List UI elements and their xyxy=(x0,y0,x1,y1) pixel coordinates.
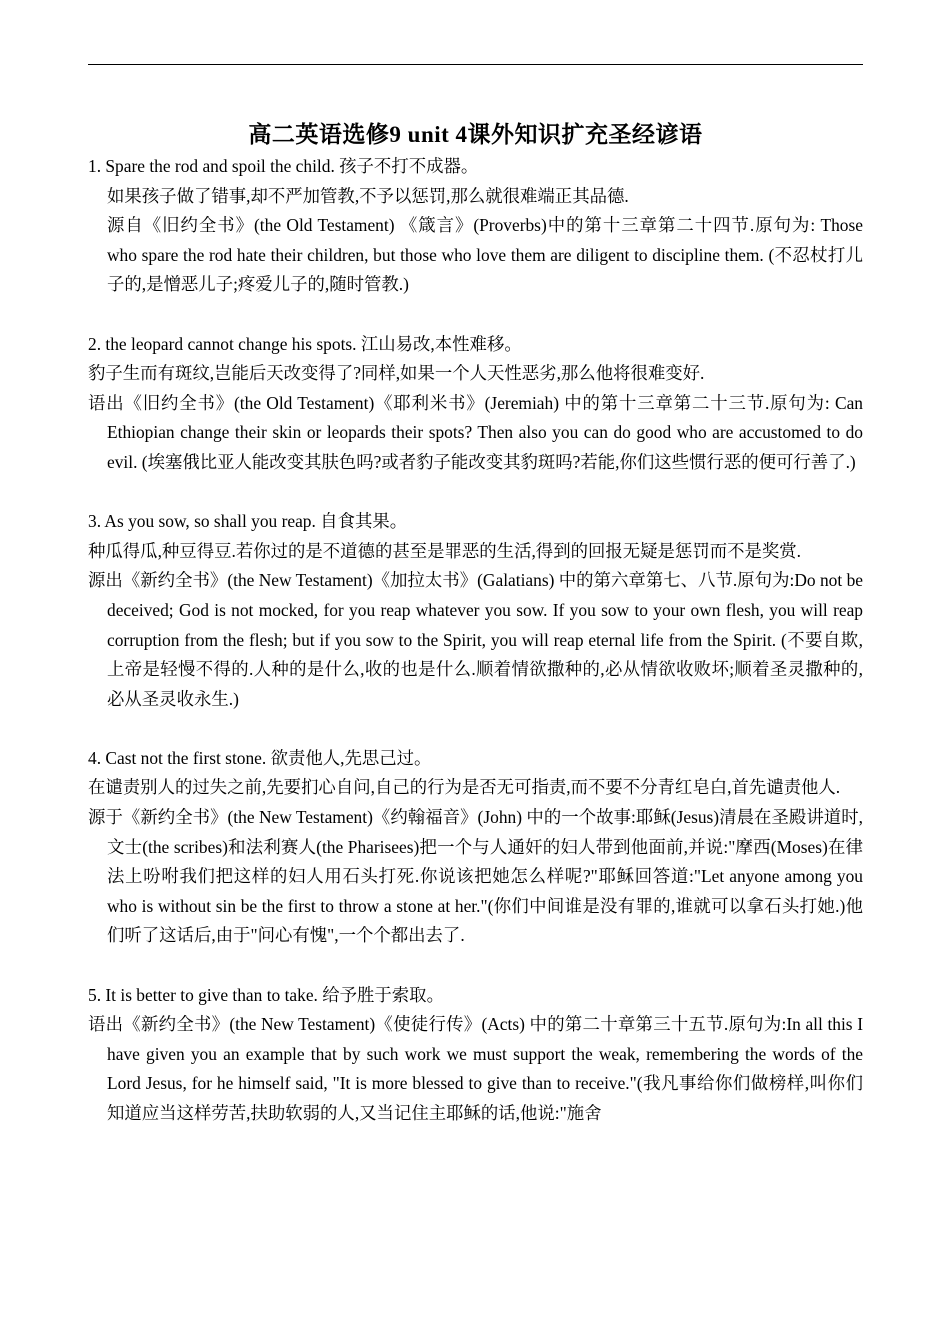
proverb-entry-3 xyxy=(88,507,863,714)
proverb-explanation: 豹子生而有斑纹,岂能后天改变得了?同样,如果一个人天性恶劣,那么他将很难变好. xyxy=(88,363,705,384)
document-title: 高二英语选修9 unit 4课外知识扩充圣经谚语 xyxy=(248,122,703,147)
header-rule xyxy=(88,64,863,65)
proverb-explanation: 在谴责别人的过失之前,先要扪心自问,自己的行为是否无可指责,而不要不分青红皂白,首先谴责他人. xyxy=(88,777,841,798)
proverb-entry-2 xyxy=(88,330,863,478)
proverb-entry-1 xyxy=(88,152,863,300)
proverb-entry-4 xyxy=(88,744,863,951)
proverb-explanation: 种瓜得瓜,种豆得豆.若你过的是不道德的甚至是罪恶的生活,得到的回报无疑是惩罚而不是奖赏. xyxy=(88,540,802,561)
proverb-heading: 1. Spare the rod and spoil the child. 孩子不打不成器。 xyxy=(88,156,479,176)
proverb-source: 源自《旧约全书》(the Old Testament) 《箴言》(Proverbs)中的第十三章第二十四节.原句为: Those who spare the rod hate their children, but those who love them are diligent to discipline them. (不忍杖打儿子的,是憎恶儿子;疼爱儿子的,随时管教.) xyxy=(107,215,863,295)
proverb-heading: 5. It is better to give than to take. 给予胜于索取。 xyxy=(88,984,444,1005)
proverb-source: 源于《新约全书》(the New Testament)《约翰福音》(John) 中的一个故事:耶稣(Jesus)清晨在圣殿讲道时,文士(the scribes)和法利赛人(the Pharisees)把一个与人通奸的妇人带到他面前,并说:"摩西(Moses)在律法上吩咐我们把这样的妇人用石头打死.你说该把她怎么样呢?"耶稣回答道:"Let anyone among you who is without sin be the first to throw a stone at her."(你们中间谁是没有罪的,谁就可以拿石头打她.)他们听了这话后,由于"问心有愧",一个个都出去了. xyxy=(88,807,863,946)
proverb-heading: 2. the leopard cannot change his spots. 江山易改,本性难移。 xyxy=(88,333,522,354)
proverb-source: 语出《旧约全书》(the Old Testament)《耶利米书》(Jeremiah) 中的第十三章第二十三节.原句为: Can Ethiopian change their skin or leopards their spots? Then also you can do good who are accustomed to do evil. (埃塞俄比亚人能改变其肤色吗?或者豹子能改变其豹斑吗?若能,你们这些惯行恶的便可行善了.) xyxy=(88,392,863,472)
proverb-source: 源出《新约全书》(the New Testament)《加拉太书》(Galatians) 中的第六章第七、八节.原句为:Do not be deceived; God is not mocked, for you reap whatever you sow. If you sow to your own flesh, you will reap corruption from the flesh; but if you sow to the Spirit, you will reap eternal life from the Spirit. (不要自欺,上帝是轻慢不得的.人种的是什么,收的也是什么.顺着情欲撒种的,必从情欲收败坏;顺着圣灵撒种的,必从圣灵收永生.) xyxy=(88,570,863,709)
proverb-heading: 4. Cast not the first stone. 欲责他人,先思己过。 xyxy=(88,747,432,768)
proverb-entry-5 xyxy=(88,981,863,1129)
proverb-source: 语出《新约全书》(the New Testament)《使徒行传》(Acts) 中的第二十章第三十五节.原句为:In all this I have given you an example that by such work we must support the weak, remembering the words of the Lord Jesus, for he himself said, "It is more blessed to give than to receive."(我凡事给你们做榜样,叫你们知道应当这样劳苦,扶助软弱的人,又当记住主耶稣的话,他说:"施舍 xyxy=(88,1014,863,1123)
proverb-explanation: 如果孩子做了错事,却不严加管教,不予以惩罚,那么就很难端正其品德. xyxy=(107,185,629,206)
document-body xyxy=(88,118,863,1158)
proverb-heading: 3. As you sow, so shall you reap. 自食其果。 xyxy=(88,511,408,532)
